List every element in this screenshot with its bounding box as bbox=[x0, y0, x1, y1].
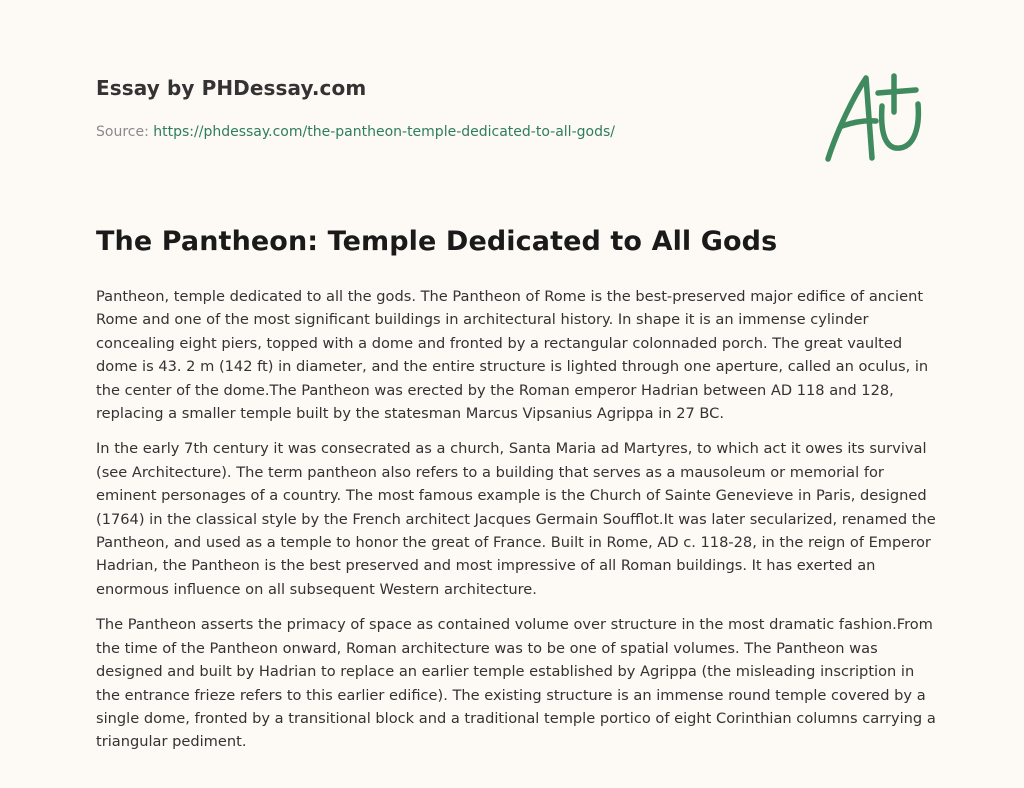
article-paragraph: The Pantheon asserts the primacy of space as contained volume over structure in the most dramatic fashion.From the time of the Pantheon onward, Roman architecture was to be one of spatial volumes. The Pantheon was designed and built by Hadrian to replace an earlier temple established by Agrippa (the misleading inscription in the entrance frieze refers to this earlier edifice). The existing structure is an immense round temple covered by a single dome, fronted by a transitional block and a traditional temple portico of eight Corinthian columns carrying a triangular pediment. bbox=[96, 616, 936, 751]
article-paragraph: In the early 7th century it was consecrated as a church, Santa Maria ad Martyres, to which act it owes its survival (see Architecture). The term pantheon also refers to a building that serves as a mausoleum or memorial for eminent personages of a country. The most famous example is the Church of Sainte Genevieve in Paris, designed (1764) in the classical style by the French architect Jacques Germain Soufflot.It was later secularized, renamed the Pantheon, and used as a temple to honor the great of France. Built in Rome, AD c. 118-28, in the reign of Emperor Hadrian, the Pantheon is the best preserved and most impressive of all Roman buildings. It has exerted an enormous influence on all subsequent Western architecture. bbox=[96, 440, 936, 598]
article-content bbox=[96, 285, 936, 766]
logo bbox=[820, 66, 930, 166]
a-plus-logo-icon bbox=[820, 66, 930, 166]
source-link[interactable]: https://phdessay.com/the-pantheon-temple-dedicated-to-all-gods/ bbox=[153, 124, 615, 140]
header-brand: Essay by PHDessay.com bbox=[96, 76, 367, 100]
article-paragraph: Pantheon, temple dedicated to all the gods. The Pantheon of Rome is the best-preserved major edifice of ancient Rome and one of the most significant buildings in architectural history. In shape it is an immense cylinder concealing eight piers, topped with a dome and fronted by a rectangular colonnaded porch. The great vaulted dome is 43. 2 m (142 ft) in diameter, and the entire structure is lighted through one aperture, called an oculus, in the center of the dome.The Pantheon was erected by the Roman emperor Hadrian between AD 118 and 128, replacing a smaller temple built by the statesman Marcus Vipsanius Agrippa in 27 BC. bbox=[96, 288, 929, 423]
source-label: Source: bbox=[96, 124, 154, 140]
article-title: The Pantheon: Temple Dedicated to All Gods bbox=[96, 226, 778, 257]
source-line bbox=[96, 124, 615, 140]
